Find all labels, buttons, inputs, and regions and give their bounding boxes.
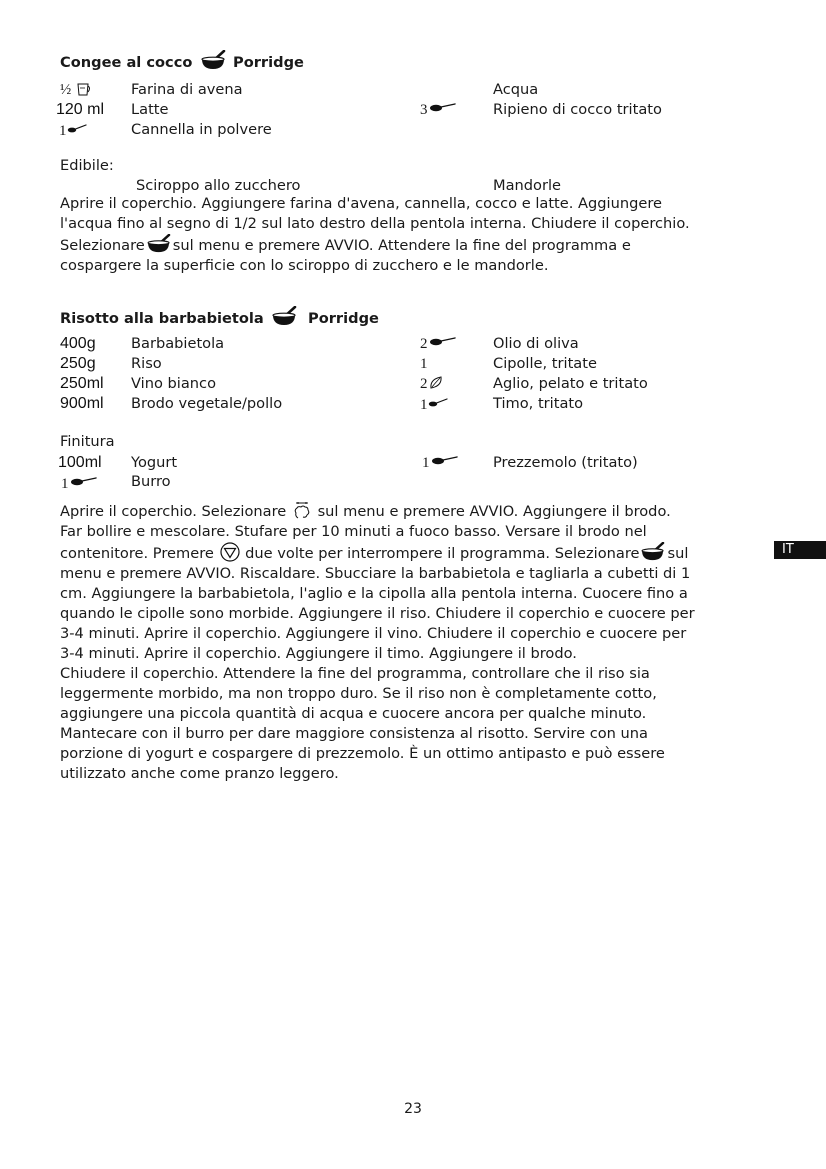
instruction-text: contenitore. Premere [60,545,214,562]
recipe2-mode: Porridge [308,310,379,327]
recipe2-instructions [60,500,765,784]
tablespoon-icon [429,102,456,114]
ingredient-name: Ripieno di cocco tritato [493,101,662,118]
ingredient-qty: 900ml [60,395,104,412]
porridge-bowl-icon [639,542,667,562]
recipe1-title: Congee al cocco [60,54,193,71]
instruction-line [60,234,765,256]
ingredient-name: Vino bianco [131,375,216,392]
instruction-line: Aprire il coperchio. Aggiungere farina d'avena, cannella, cocco e latte. Aggiungere [60,195,662,212]
tablespoon-icon [431,455,458,467]
instruction-line: 3-4 minuti. Aprire il coperchio. Aggiungere il vino. Chiudere il coperchio e cuocere per [60,625,687,642]
ingredient-qty: 100ml [58,454,102,471]
recipe2-title: Risotto alla barbabietola [60,310,264,327]
instruction-text: sul [667,545,689,562]
topping-item: Sciroppo allo zucchero [136,177,301,194]
porridge-bowl-icon [145,234,173,254]
ingredient-qty: 2 [420,376,428,392]
instruction-line: Far bollire e mescolare. Stufare per 10 minuti a fuoco basso. Versare il brodo nel [60,523,647,540]
stop-button-icon [219,542,241,562]
instruction-line: cospargere la superficie con lo sciroppo di zucchero e le mandorle. [60,257,549,274]
porridge-bowl-icon [200,50,227,71]
garlic-clove-icon [429,375,444,390]
topping-item: Mandorle [493,177,562,194]
edibile-label: Edibile: [60,157,114,174]
ingredient-name: Aglio, pelato e tritato [493,375,648,392]
ingredient-name: Acqua [493,81,539,98]
instruction-line: porzione di yogurt e cospargere di prezzemolo. È un ottimo antipasto e può essere [60,745,665,762]
instruction-text: sul menu e premere AVVIO. Attendere la fine del programma e [172,237,631,254]
ingredient-name: Timo, tritato [493,395,584,412]
tablespoon-icon [70,476,97,488]
ingredient-name: Barbabietola [131,335,225,352]
steam-icon [291,500,313,520]
language-tab: IT [774,541,826,559]
instruction-text: due volte per interrompere il programma. Selezionare [245,545,640,562]
cup-icon [76,82,92,97]
ingredient-name: Riso [131,355,162,372]
ingredient-qty: 120 ml [56,101,105,118]
ingredient-name: Farina di avena [131,81,243,98]
recipe1-instructions [60,194,765,276]
ingredient-qty: 250g [60,355,96,372]
instruction-text: Selezionare [60,237,145,254]
ingredient-qty: 2 [420,336,428,352]
instruction-line: Mantecare con il burro per dare maggiore consistenza al risotto. Servire con una [60,725,648,742]
instruction-line: cm. Aggiungere la barbabietola, l'aglio e la cipolla alla pentola interna. Cuocere fino a [60,585,688,602]
teaspoon-icon [67,123,87,134]
ingredient-qty: 1 [420,356,428,372]
ingredient-qty: 3 [420,102,428,118]
instruction-line: 3-4 minuti. Aprire il coperchio. Aggiungere il timo. Aggiungere il brodo. [60,645,577,662]
ingredient-qty: 1 [61,476,69,492]
recipe1-mode: Porridge [233,54,304,71]
ingredient-name: Latte [131,101,169,118]
porridge-bowl-icon [271,306,298,327]
ingredient-qty: 1 [59,123,67,139]
instruction-line: leggermente morbido, ma non troppo duro. Se il riso non è completamente cotto, [60,685,657,702]
instruction-line: quando le cipolle sono morbide. Aggiungere il riso. Chiudere il coperchio e cuocere per [60,605,695,622]
instruction-line [60,542,765,564]
instruction-line: aggiungere una piccola quantità di acqua e cuocere ancora per qualche minuto. [60,705,647,722]
finitura-label: Finitura [60,433,115,450]
ingredient-name: Burro [131,473,171,490]
ingredient-qty: ½ [60,82,72,98]
ingredient-name: Brodo vegetale/pollo [131,395,283,412]
instruction-text: sul menu e premere AVVIO. Aggiungere il brodo. [317,503,671,520]
page-number: 23 [404,1101,422,1117]
instruction-line: Chiudere il coperchio. Attendere la fine del programma, controllare che il riso sia [60,665,650,682]
instruction-text: Aprire il coperchio. Selezionare [60,503,287,520]
ingredient-qty: 1 [422,455,430,471]
instruction-line: menu e premere AVVIO. Riscaldare. Sbucciare la barbabietola e tagliarla a cubetti di 1 [60,565,691,582]
ingredient-name: Yogurt [131,454,178,471]
ingredient-name: Cannella in polvere [131,121,272,138]
ingredient-name: Olio di oliva [493,335,579,352]
instruction-line: utilizzato anche come pranzo leggero. [60,765,339,782]
instruction-line [60,500,765,522]
ingredient-qty: 1 [420,397,428,413]
ingredient-name: Prezzemolo (tritato) [493,454,638,471]
ingredient-qty: 400g [60,335,96,352]
ingredient-qty: 250ml [60,375,104,392]
instruction-line: l'acqua fino al segno di 1/2 sul lato destro della pentola interna. Chiudere il coperchio. [60,215,690,232]
tablespoon-icon [429,336,456,348]
ingredient-name: Cipolle, tritate [493,355,597,372]
teaspoon-icon [428,397,448,408]
